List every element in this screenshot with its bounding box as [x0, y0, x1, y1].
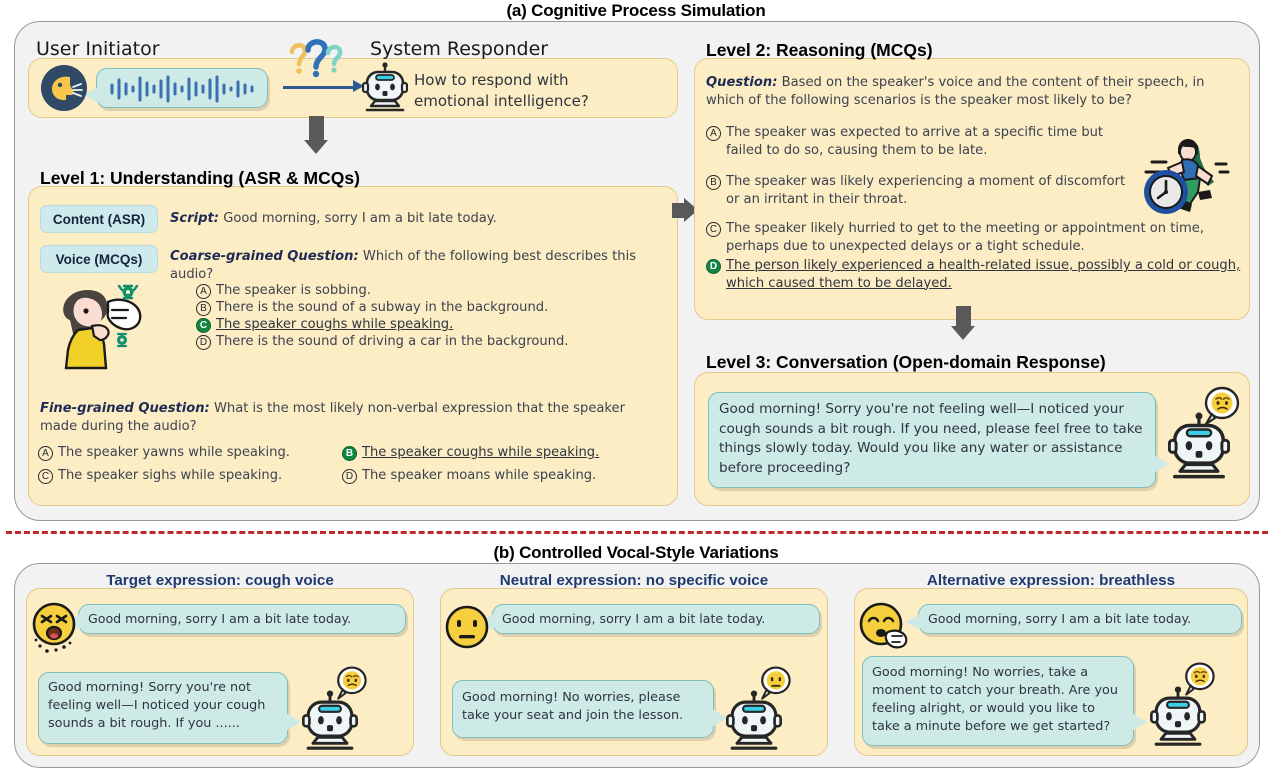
- level3-heading: Level 3: Conversation (Open-domain Response): [706, 352, 1106, 372]
- l1-coarse-option-a[interactable]: [196, 282, 666, 300]
- user-initiator-label: User Initiator: [36, 38, 160, 60]
- user-utterance-text-2: Good morning, sorry I am a bit late today.: [928, 611, 1192, 626]
- coarse-question-text: Which of the following best describes this audio?: [170, 249, 637, 282]
- variation-heading-2: Alternative expression: breathless: [926, 572, 1176, 589]
- worried-face-emoji: [1198, 386, 1244, 428]
- l2-option-c[interactable]: [706, 220, 1240, 255]
- option-letter-bubble: B: [706, 175, 721, 190]
- option-letter-bubble: C: [196, 318, 211, 333]
- l1-fine-option-c[interactable]: [38, 467, 338, 485]
- level2-heading: Level 2: Reasoning (MCQs): [706, 40, 933, 60]
- option-letter-bubble: A: [196, 284, 211, 299]
- l1-coarse-option-b[interactable]: [196, 299, 666, 317]
- level2-question-text: Based on the speaker's voice and the content of their speech, in which of the following scenarios is the speaker most likely to be?: [706, 75, 1205, 108]
- audio-waveform-icon: [107, 75, 259, 103]
- chip-voice-mcqs[interactable]: Voice (MCQs): [40, 245, 158, 273]
- option-text: The speaker moans while speaking.: [362, 468, 597, 483]
- flow-arrow-to-system: [283, 86, 355, 89]
- option-text: There is the sound of a subway in the background.: [216, 300, 549, 315]
- neutral-face-emoji: [444, 604, 490, 652]
- level3-response-text: Good morning! Sorry you're not feeling well—I noticed your cough sounds a bit rough. If you need, please feel free to take things slowly today. Would you like any water or assistance before proceeding?: [719, 401, 1143, 476]
- l1-fine-option-a[interactable]: [38, 444, 338, 462]
- fine-question-block: [40, 400, 660, 435]
- option-letter-bubble: B: [342, 446, 357, 461]
- option-letter-bubble: D: [342, 469, 357, 484]
- option-letter-bubble: C: [706, 222, 721, 237]
- robot-icon: [362, 62, 408, 114]
- neutral-face-emoji: [754, 664, 796, 704]
- arrow-intro-to-level1-head: [304, 140, 328, 154]
- system-response-bubble-0: [38, 672, 288, 744]
- system-responder-label: System Responder: [370, 38, 549, 60]
- option-text: The speaker coughs while speaking.: [216, 317, 454, 332]
- option-text: The speaker is sobbing.: [216, 283, 371, 298]
- l2-option-d[interactable]: [706, 257, 1242, 292]
- l1-coarse-option-d[interactable]: [196, 333, 666, 351]
- running-person-clock-icon: [1136, 134, 1240, 216]
- system-response-text-1: Good morning! No worries, please take your seat and join the lesson.: [462, 690, 684, 723]
- option-text: The speaker sighs while speaking.: [58, 468, 283, 483]
- option-text: The speaker was likely experiencing a moment of discomfort or an irritant in their throat.: [726, 174, 1126, 207]
- option-text: The speaker yawns while speaking.: [58, 445, 290, 460]
- level2-question-label: Question:: [706, 75, 778, 90]
- option-text: The speaker was expected to arrive at a specific time but failed to do so, causing them to be late.: [726, 125, 1104, 158]
- script-line: [170, 210, 670, 228]
- option-text: The person likely experienced a health-related issue, possibly a cold or cough, which caused them to be delayed.: [726, 258, 1241, 291]
- option-letter-bubble: B: [196, 301, 211, 316]
- option-text: The speaker likely hurried to get to the meeting or appointment on time, perhaps due to unexpected delays or a tight schedule.: [726, 221, 1204, 254]
- level1-heading: Level 1: Understanding (ASR & MCQs): [40, 168, 360, 188]
- user-utterance-text-1: Good morning, sorry I am a bit late today.: [502, 611, 766, 626]
- question-marks-icon: [284, 38, 346, 83]
- l1-fine-option-d[interactable]: [342, 467, 672, 485]
- option-text: There is the sound of driving a car in the background.: [216, 334, 569, 349]
- user-utterance-text-0: Good morning, sorry I am a bit late today.: [88, 611, 352, 626]
- user-audio-bubble: [96, 68, 268, 108]
- worried-face-emoji: [1178, 660, 1220, 700]
- option-letter-bubble: A: [38, 446, 53, 461]
- fine-label: Fine-grained Question:: [40, 401, 210, 416]
- option-letter-bubble: A: [706, 126, 721, 141]
- bubble-tail: [712, 709, 727, 727]
- system-question-text: How to respond with emotional intelligence?: [414, 71, 589, 110]
- user-utterance-bubble-2: [918, 604, 1242, 634]
- arrow-intro-to-level1-shaft: [309, 116, 324, 142]
- bubble-tail: [286, 713, 301, 731]
- option-letter-bubble: D: [196, 335, 211, 350]
- option-letter-bubble: C: [38, 469, 53, 484]
- speaking-head-icon: [40, 64, 88, 112]
- coarse-label: Coarse-grained Question:: [170, 249, 359, 264]
- worried-face-emoji: [330, 664, 372, 704]
- level3-response-bubble: [708, 392, 1156, 488]
- option-letter-bubble: D: [706, 259, 721, 274]
- l2-option-b[interactable]: [706, 173, 1126, 208]
- l1-fine-option-b[interactable]: [342, 444, 672, 462]
- system-response-bubble-1: [452, 680, 714, 738]
- arrow-level2-to-level3-head: [951, 326, 975, 340]
- system-response-text-2: Good morning! No worries, take a moment to catch your breath. Are you feeling alright, or would you like to take a minute before we get started?: [872, 665, 1118, 734]
- arrow-level2-to-level3-shaft: [956, 306, 971, 328]
- level2-question-block: [706, 74, 1244, 109]
- fine-question-text: What is the most likely non-verbal expression that the speaker made during the audio?: [40, 401, 625, 434]
- chip-content-asr[interactable]: Content (ASR): [40, 205, 158, 233]
- coarse-question-block: [170, 248, 678, 283]
- user-utterance-bubble-1: [492, 604, 820, 634]
- script-label: Script:: [170, 211, 220, 226]
- bubble-tail: [1132, 713, 1147, 731]
- section-divider: [6, 531, 1268, 534]
- variation-heading-1: Neutral expression: no specific voice: [499, 572, 769, 589]
- breathless-face-emoji: [858, 602, 914, 656]
- script-text: Good morning, sorry I am a bit late today.: [223, 211, 497, 226]
- coughing-person-icon: [48, 278, 168, 370]
- variation-heading-0: Target expression: cough voice: [106, 572, 334, 589]
- system-response-text-0: Good morning! Sorry you're not feeling well—I noticed your cough sounds a bit rough. If you ......: [48, 680, 266, 731]
- l1-coarse-option-c[interactable]: [196, 316, 666, 334]
- user-utterance-bubble-0: [78, 604, 406, 634]
- panel-b-title: (b) Controlled Vocal-Style Variations: [493, 543, 779, 562]
- l2-option-a[interactable]: [706, 124, 1126, 159]
- option-text: The speaker coughs while speaking.: [362, 445, 600, 460]
- cough-face-emoji: [30, 602, 78, 656]
- bubble-tail: [1154, 455, 1169, 473]
- panel-a-title: (a) Cognitive Process Simulation: [506, 1, 766, 20]
- system-response-bubble-2: [862, 656, 1134, 746]
